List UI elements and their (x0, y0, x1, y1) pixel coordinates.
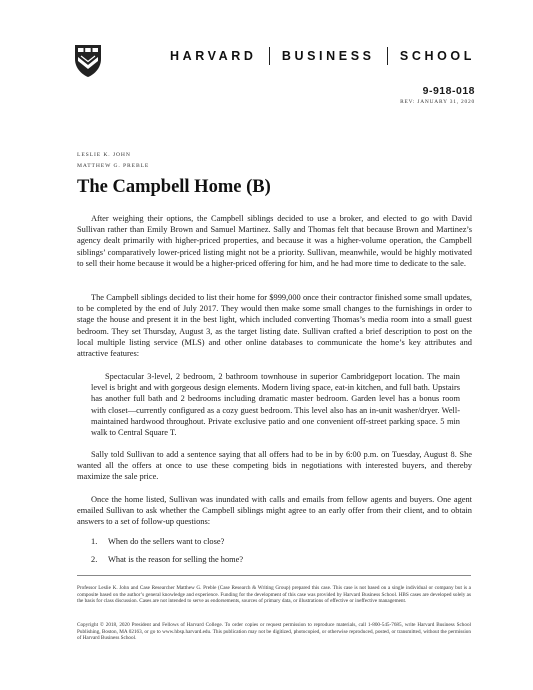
author-name: MATTHEW G. PREBLE (77, 163, 150, 169)
listing-description-quote: Spectacular 3-level, 2 bedroom, 2 bathroom townhouse in superior Cambridgeport location. The main level is bright and with gorgeous design elements. Modern living space, eat-in kitchen, and full bath. Upstairs has another full bath and 2 bedrooms including dramatic master bedroom. Garden level has a bonus room with closet—currently configured as a cozy guest bedroom. This level also has an in-unit washer/dryer. Well-maintained hardwood throughout. Private exclusive patio and one convenient off-street parking space. 5 min walk to Central Square T. (91, 372, 460, 438)
body-paragraph (77, 494, 472, 528)
paragraph-text: After weighing their options, the Campbell siblings decided to use a broker, and elected to go with David Sullivan rather than Emily Brown and Samuel Martinez. Sally and Thomas felt that because Brown and Martinez’s agency dealt primarily with higher-priced properties, and because it was a higher-volume operation, the Campbell siblings’ comparatively lower-priced listing might not be a priority. Sullivan, meanwhile, would be highly motivated to sell their home because it would be a higher-priced offering for him, and he had more time to dedicate to the sale. (77, 214, 472, 268)
wordmark-school: SCHOOL (399, 49, 475, 63)
body-paragraph (77, 213, 472, 269)
paragraph-text: The Campbell siblings decided to list their home for $999,000 once their contractor finished some small updates, to be completed by the end of July 2017. They would then make some small changes to the furnishings in order to stage the house and present it in the best light, which included converting Thomas’s media room into a small guest bedroom. They set Thursday, August 3, as the target listing date. Sullivan crafted a brief description to post on the local multiple listing service (MLS) and other online databases to communicate the home’s key attributes and attractive features: (77, 293, 472, 359)
footnote-authorship: Professor Leslie K. John and Case Researcher Matthew G. Preble (Case Research & Writing Group) prepared this case. This case is not based on a single individual or company but is a composite based on the author’s general knowledge and experience. Funding for the development of this case was provided by Harvard Business School. HBS cases are developed solely as the basis for class discussion. Cases are not intended to serve as endorsements, sources of primary data, or illustrations of effective or ineffective management. (77, 585, 471, 605)
footnote-copyright: Copyright © 2018, 2020 President and Fellows of Harvard College. To order copies or request permission to reproduce materials, call 1-800-545-7685, write Harvard Business School Publishing, Boston, MA 02163, or go to www.hbsp.harvard.edu. This publication may not be digitized, photocopied, or otherwise reproduced, posted, or transmitted, without the permission of Harvard Business School. (77, 622, 471, 642)
body-paragraph (77, 292, 472, 359)
school-wordmark (170, 47, 475, 65)
question-item (91, 554, 243, 565)
case-title: The Campbell Home (B) (77, 177, 271, 197)
question-number: 1. (91, 537, 98, 546)
wordmark-harvard: HARVARD (170, 49, 257, 63)
case-number: 9-918-018 (422, 85, 475, 97)
question-text: When do the sellers want to close? (108, 537, 225, 546)
paragraph-text: Once the home listed, Sullivan was inundated with calls and emails from fellow agents and buyers. One agent emailed Sullivan to ask whether the Campbell siblings might agree to an early offer from their client, and to obtain answers to a set of follow-up questions: (77, 495, 472, 527)
revision-date: REV: JANUARY 31, 2020 (400, 99, 475, 105)
question-number: 2. (91, 555, 98, 564)
paragraph-text: Sally told Sullivan to add a sentence saying that all offers had to be in by 6:00 p.m. on Tuesday, August 8. She wanted all the offers at once to use these competing bids in negotiations with interested buyers, and thereby maximize the sale price. (77, 450, 472, 482)
hbs-shield-logo (74, 44, 102, 78)
wordmark-divider (387, 47, 388, 65)
wordmark-divider (269, 47, 270, 65)
author-name: LESLIE K. JOHN (77, 152, 131, 158)
question-item (91, 536, 224, 547)
footnote-divider (77, 575, 471, 576)
question-text: What is the reason for selling the home? (108, 555, 244, 564)
body-paragraph (77, 449, 472, 483)
wordmark-business: BUSINESS (281, 49, 375, 63)
